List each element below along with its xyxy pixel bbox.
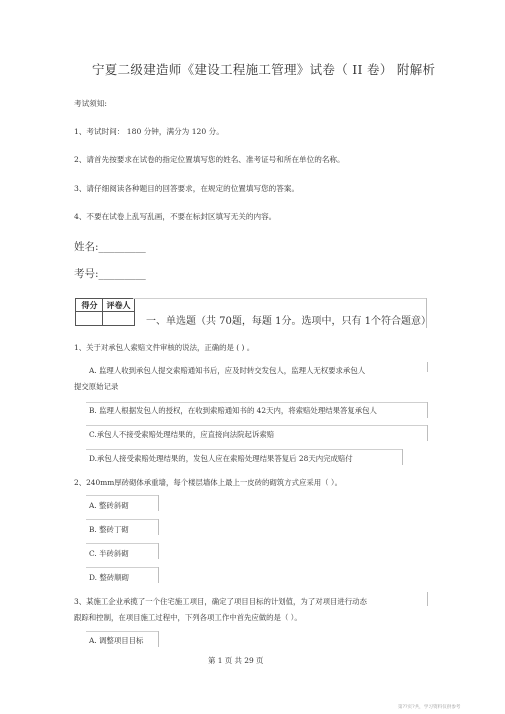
- option-b[interactable]: B. 监理人根据发包人的授权，在收到索赔通知书的 42天内，将索赔处理结果答复承包人: [89, 406, 377, 415]
- option-frame: [158, 519, 159, 535]
- question-stem: 3、某施工企业承揽了一个住宅施工项目，确定了项目目标的计划值，为了对项目进行动态: [74, 597, 367, 606]
- option-d[interactable]: D. 整砖顺砌: [89, 573, 129, 582]
- notice-heading: 考试须知:: [74, 99, 107, 108]
- option-frame: [158, 631, 159, 647]
- page-footer: 第 1 页 共 29 页: [208, 656, 264, 665]
- option-frame: [427, 402, 428, 418]
- grader-label: 评卷人: [106, 300, 131, 310]
- section-frame-top: [133, 298, 426, 299]
- option-frame: [427, 362, 428, 372]
- option-frame: [86, 495, 158, 496]
- notice-item: 1、考试时间： 180 分钟，满分为 120 分。: [74, 127, 224, 136]
- option-c[interactable]: C.承包人不接受索赔处理结果的，应直接向法院起诉索赔: [89, 430, 275, 439]
- question-stem: 2、240mm厚砖砌体承重墙，每个楼层墙体上最上一皮砖的砌筑方式应采用（ ）。: [74, 478, 342, 487]
- watermark: 第??页?共，学习资料仅供参考: [398, 705, 461, 710]
- option-frame: [86, 567, 158, 568]
- score-box-divider: [76, 311, 134, 312]
- option-frame: [86, 449, 402, 450]
- option-frame: [427, 592, 428, 606]
- exam-number-field[interactable]: 考号:_________: [74, 268, 146, 280]
- score-label: 得分: [81, 300, 98, 310]
- option-d[interactable]: D.承包人接受索赔处理结果的，发包人应在索赔处理结果答复后 28天内完成赔付: [89, 454, 353, 463]
- option-a-continued[interactable]: 提交原始记录: [74, 382, 119, 391]
- score-box: [75, 298, 135, 326]
- option-frame: [158, 567, 159, 583]
- question-stem: 1、关于对承包人索赔文件审核的说法，正确的是 ( ) 。: [74, 343, 255, 352]
- option-frame: [86, 425, 427, 426]
- option-frame: [402, 449, 403, 465]
- option-frame: [427, 425, 428, 441]
- notice-item: 2、请首先按要求在试卷的指定位置填写您的姓名、准考证号和所在单位的名称。: [74, 155, 345, 164]
- option-frame: [86, 519, 158, 520]
- option-frame: [158, 543, 159, 559]
- page-title: 宁夏二级建造师《建设工程施工管理》试卷（ II 卷） 附解析: [92, 62, 436, 77]
- option-frame: [86, 631, 158, 632]
- question-stem-continued: 跟踪和控制，在项目施工过程中，下列各项工作中首先应做的是（ ）。: [74, 613, 302, 622]
- option-frame: [86, 402, 427, 403]
- option-frame: [86, 543, 158, 544]
- option-c[interactable]: C. 半砖斜砌: [89, 549, 129, 558]
- name-field[interactable]: 姓名:_________: [74, 241, 146, 253]
- option-a[interactable]: A. 监理人收到承包人提交索赔通知书后，应及时转交发包人，监理人无权要求承包人: [89, 366, 366, 375]
- notice-item: 4、不要在试卷上乱写乱画，不要在标封区填写无关的内容。: [74, 212, 277, 221]
- option-b[interactable]: B. 整砖丁砌: [89, 525, 129, 534]
- option-a[interactable]: A. 调整项目目标: [89, 636, 144, 645]
- option-frame: [158, 495, 159, 511]
- section-heading: 一、单选题（共 70题，每题 1分。选项中，只有 1个符合题意）: [146, 316, 431, 327]
- option-a[interactable]: A. 整砖斜砌: [89, 501, 129, 510]
- notice-item: 3、请仔细阅读各种题目的回答要求，在规定的位置填写您的答案。: [74, 184, 300, 193]
